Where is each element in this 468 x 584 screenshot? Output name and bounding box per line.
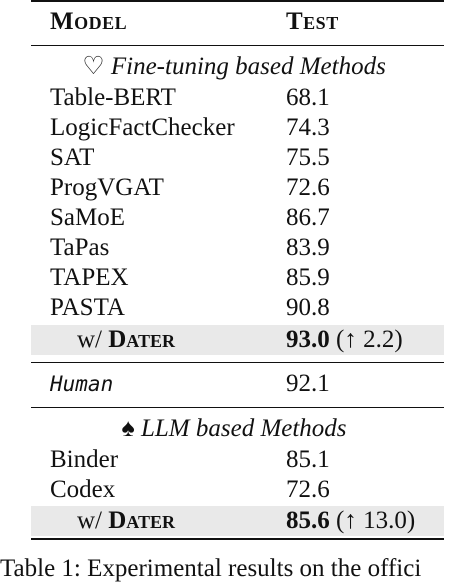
with-prefix: w/ bbox=[77, 507, 102, 534]
model-name: Binder bbox=[50, 446, 119, 473]
model-name: Codex bbox=[50, 476, 116, 503]
dater-score-value: 85.6 bbox=[286, 507, 330, 534]
test-score: 86.7 bbox=[286, 204, 330, 231]
dater-name: Dater bbox=[108, 326, 175, 353]
human-row bbox=[0, 369, 468, 399]
table-row bbox=[0, 475, 468, 505]
dater-label bbox=[77, 325, 175, 355]
section-llm bbox=[0, 414, 468, 444]
human-label: Human bbox=[50, 372, 114, 396]
table-row bbox=[0, 203, 468, 233]
model-name: SAT bbox=[50, 144, 95, 171]
test-score: 83.9 bbox=[286, 234, 330, 261]
table-row bbox=[0, 173, 468, 203]
dater-label bbox=[77, 506, 175, 536]
heart-icon: ♡ bbox=[82, 53, 105, 80]
human-score: 92.1 bbox=[286, 370, 330, 397]
section-rule-2 bbox=[31, 407, 444, 408]
model-name: Table-BERT bbox=[50, 84, 176, 111]
header-rule bbox=[31, 45, 444, 46]
table-row bbox=[0, 113, 468, 143]
table-row bbox=[0, 143, 468, 173]
with-prefix: w/ bbox=[77, 326, 102, 353]
test-score: 72.6 bbox=[286, 476, 330, 503]
test-score: 85.9 bbox=[286, 264, 330, 291]
model-name: LogicFactChecker bbox=[50, 114, 235, 141]
dater-name: Dater bbox=[108, 507, 175, 534]
table-row bbox=[0, 445, 468, 475]
dater-row-llm bbox=[31, 506, 444, 536]
test-score: 85.1 bbox=[286, 446, 330, 473]
section-rule-1 bbox=[31, 362, 444, 363]
model-name: ProgVGAT bbox=[50, 174, 164, 201]
table-caption: Table 1: Experimental results on the offici bbox=[0, 555, 422, 582]
dater-score bbox=[286, 506, 415, 536]
table-row bbox=[0, 293, 468, 323]
table-row bbox=[0, 83, 468, 113]
header-test: Test bbox=[286, 8, 339, 35]
section-finetune-label: Fine-tuning based Methods bbox=[110, 53, 386, 80]
section-finetune bbox=[0, 52, 468, 82]
table-row bbox=[0, 263, 468, 293]
model-name: TaPas bbox=[50, 234, 110, 261]
dater-score-delta: (↑ 2.2) bbox=[336, 326, 403, 353]
spade-icon: ♠ bbox=[121, 415, 135, 442]
test-score: 68.1 bbox=[286, 84, 330, 111]
header-model: Model bbox=[50, 8, 128, 35]
table-row bbox=[0, 233, 468, 263]
bottom-rule bbox=[31, 538, 444, 540]
model-name: TAPEX bbox=[50, 264, 129, 291]
model-name: SaMoE bbox=[50, 204, 125, 231]
dater-score-delta: (↑ 13.0) bbox=[336, 507, 416, 534]
model-name: PASTA bbox=[50, 294, 125, 321]
section-llm-label: LLM based Methods bbox=[140, 415, 347, 442]
top-rule bbox=[31, 0, 444, 2]
dater-score bbox=[286, 325, 403, 355]
test-score: 75.5 bbox=[286, 144, 330, 171]
test-score: 90.8 bbox=[286, 294, 330, 321]
test-score: 72.6 bbox=[286, 174, 330, 201]
test-score: 74.3 bbox=[286, 114, 330, 141]
header-row bbox=[0, 7, 468, 37]
dater-row-finetune bbox=[31, 325, 444, 355]
dater-score-value: 93.0 bbox=[286, 326, 330, 353]
